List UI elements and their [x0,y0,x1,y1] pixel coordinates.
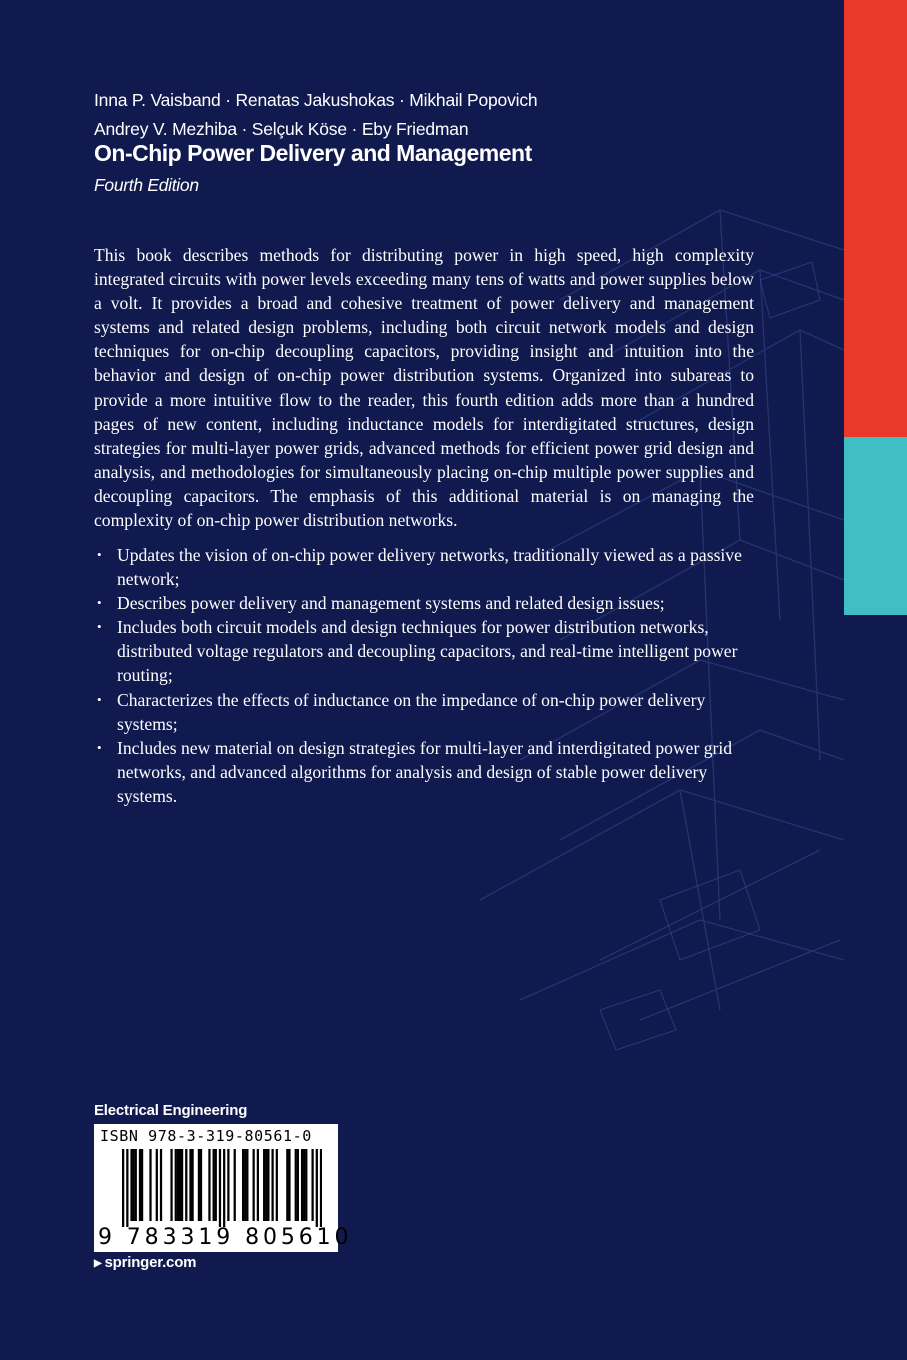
barcode-bar [286,1149,288,1221]
barcode-bar [200,1149,202,1221]
book-title: On-Chip Power Delivery and Management [94,140,532,166]
barcode-bar [213,1149,215,1221]
barcode-bar [219,1149,221,1227]
book-description: This book describes methods for distributing power in high speed, high complexity integrated circuits with power levels exceeding many tens of watts and power supplies below a volt. It provides a broad and cohesive treatment of power delivery and management systems and related design problems, including both circuit network models and design techniques for on-chip decoupling capacitors, providing insight and intuition into the behavior and design of on-chip power distribution systems. Organized into subareas to provide a more intuitive flow to the reader, this fourth edition adds more than a hundred pages of new content, including inductance models for interdigitated structures, design strategies for multi-layer power grids, advanced methods for efficient power grid design and analysis, and methodologies for simultaneously placing on-chip multiple power supplies and decoupling capacitors. The emphasis of this additional material is on managing the complexity of on-chip power distribution networks. [94,245,754,531]
barcode-bar [288,1149,290,1221]
color-stripe-teal [844,437,907,615]
authors-line-2: Andrey V. Mezhiba · Selçuk Köse · Eby Friedman [94,119,469,139]
barcode-bar [246,1149,248,1221]
barcode-bar [265,1149,267,1221]
barcode-bar [301,1149,303,1221]
barcode-bar [223,1149,225,1227]
isbn-label: ISBN 978-3-319-80561-0 [100,1127,312,1145]
barcode-bar [276,1149,278,1221]
barcode-bar [149,1149,151,1221]
barcode-bar [156,1149,158,1221]
barcode-bar [316,1149,318,1227]
barcode-bar [244,1149,246,1221]
barcode-bar [160,1149,162,1221]
barcode-bar [263,1149,265,1221]
arrow-right-icon: ▶ [94,1258,102,1269]
barcode-bar [170,1149,172,1221]
authors-line-1: Inna P. Vaisband · Renatas Jakushokas · Mikhail Popovich [94,90,538,110]
barcode-bar [135,1149,137,1221]
barcode-bar [133,1149,135,1221]
website-label: springer.com [104,1254,197,1271]
list-item [94,615,754,687]
barcode-bar [189,1149,191,1221]
barcode-bar [227,1149,229,1221]
barcode-bar [185,1149,187,1221]
isbn-barcode [94,1124,353,1252]
list-item-text: Includes new material on design strategies for multi-layer and interdigitated power grid networks, and advanced algorithms for analysis and design of stable power delivery systems. [117,737,733,806]
author-list [94,86,814,144]
barcode-bar [267,1149,269,1221]
list-item [94,688,754,736]
publisher-website [94,1254,196,1271]
subject-category: Electrical Engineering [94,1102,248,1119]
bullet-icon: • [97,739,102,755]
barcode-bar [198,1149,200,1221]
barcode-bar [234,1149,236,1221]
barcode-bar [208,1149,210,1221]
feature-list [94,543,754,808]
barcode-bar [126,1149,128,1227]
barcode-bar [139,1149,141,1221]
list-item-text: Characterizes the effects of inductance on the impedance of on-chip power delivery systems; [117,689,706,734]
barcode-bars [122,1149,322,1227]
bullet-icon: • [97,547,102,562]
bullet-icon: • [97,595,102,611]
list-item [94,543,754,591]
barcode-bar [181,1149,183,1221]
barcode-bar [305,1149,307,1221]
barcode-bar [295,1149,297,1221]
barcode-bar [130,1149,132,1221]
list-item [94,591,754,615]
barcode-bar [177,1149,179,1221]
list-item-text: Includes both circuit models and design techniques for power distribution networks, distributed voltage regulators and decoupling capacitors, and real-time intelligent power routing; [117,617,738,686]
barcode-bar [179,1149,181,1221]
barcode-bar [191,1149,193,1221]
barcode-bar [175,1149,177,1221]
barcode-bar [303,1149,305,1221]
barcode-bar [215,1149,217,1221]
barcode-bar [253,1149,255,1221]
barcode-digits: 9 783319 805610 [98,1225,353,1250]
barcode-bar [122,1149,124,1227]
barcode-bar [242,1149,244,1221]
edition-label: Fourth Edition [94,175,199,195]
bullet-icon: • [97,691,102,707]
barcode-bar [257,1149,259,1221]
barcode-bar [271,1149,273,1221]
barcode-bar [320,1149,322,1227]
barcode-bar [141,1149,143,1221]
list-item [94,736,754,808]
bullet-icon: • [97,619,102,635]
list-item-text: Updates the vision of on-chip power delivery networks, traditionally viewed as a passive network; [117,545,742,590]
barcode-bar [297,1149,299,1221]
list-item-text: Describes power delivery and management systems and related design issues; [117,593,665,614]
color-stripe-red [844,0,907,437]
barcode-bar [311,1149,313,1221]
